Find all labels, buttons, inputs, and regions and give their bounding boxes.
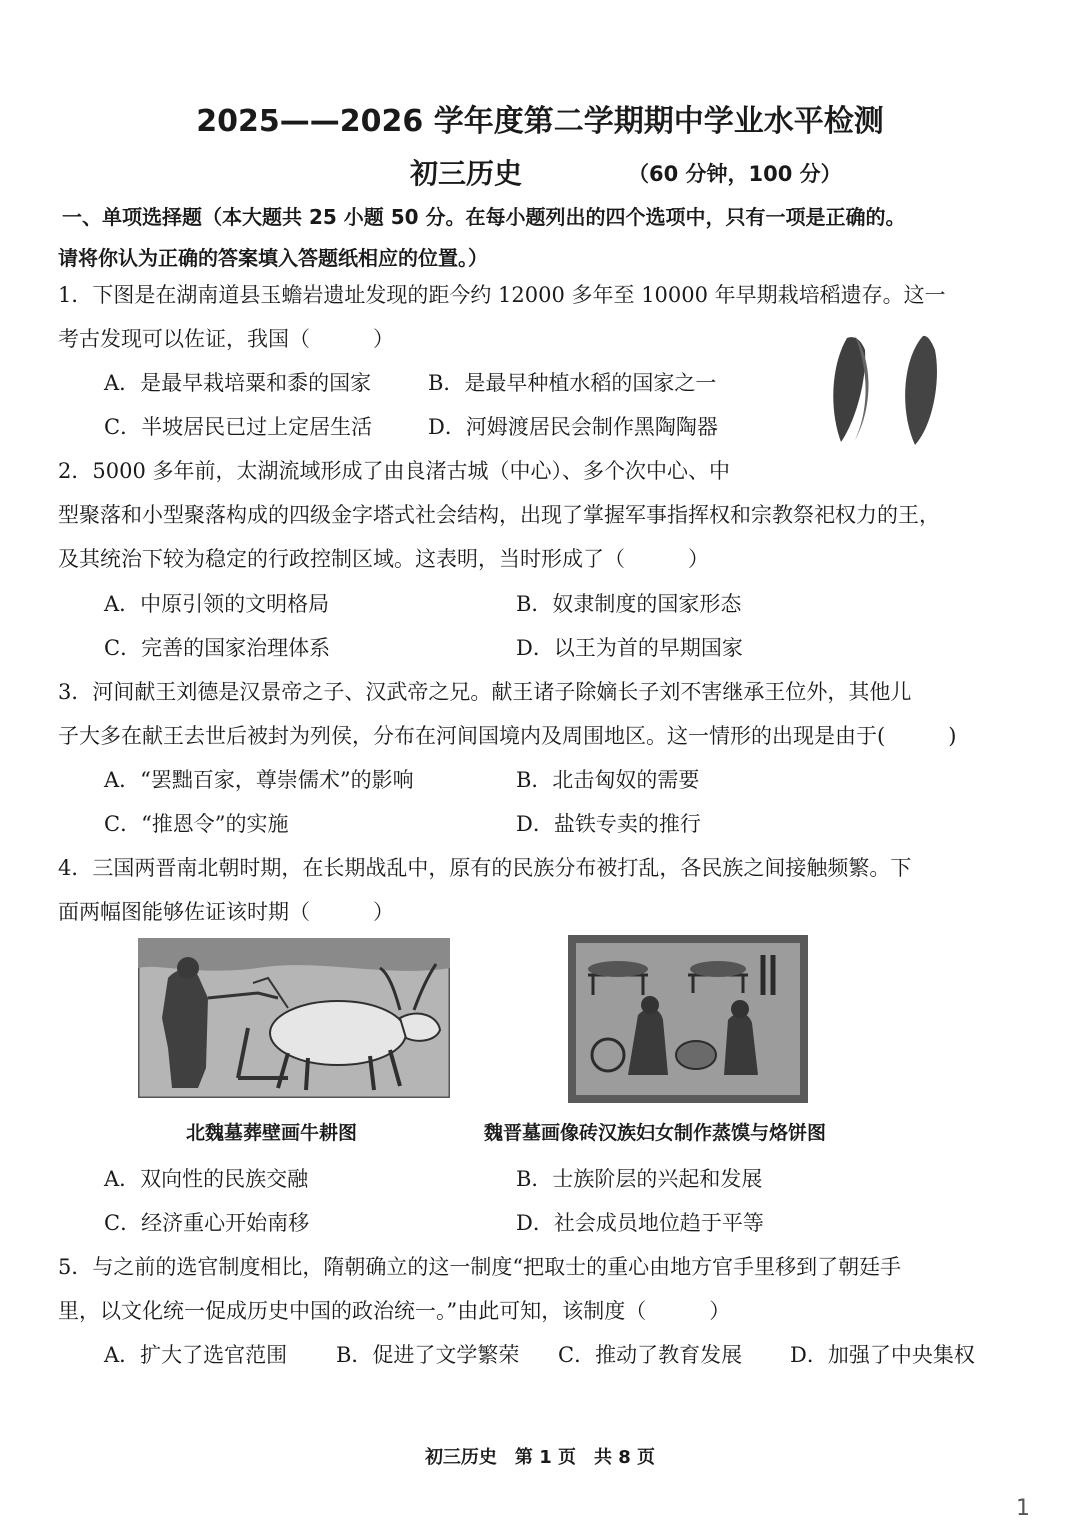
q4-caption-left: 北魏墓葬壁画牛耕图 [186,1122,358,1144]
q1-option-c[interactable]: C．半坡居民已过上定居生活 [104,415,373,439]
q4-option-a[interactable]: A．双向性的民族交融 [104,1167,309,1191]
q3-option-d[interactable]: D．盐铁专卖的推行 [516,812,701,836]
q2-option-d[interactable]: D．以王为首的早期国家 [516,636,743,660]
section-instruction-line1: 一、单项选择题（本大题共 25 小题 50 分。在每小题列出的四个选项中，只有一项是正确的。 [62,205,906,229]
exam-title: 2025——2026 学年度第二学期期中学业水平检测 [196,104,884,139]
q1-option-b[interactable]: B．是最早种植水稻的国家之一 [428,371,717,395]
q5-stem-line2: 里，以文化统一促成历史中国的政治统一。”由此可知，该制度（ ） [58,1299,731,1323]
exam-subject: 初三历史 [410,157,523,190]
q1-option-d[interactable]: D．河姆渡居民会制作黑陶陶器 [428,415,718,439]
rice-grain-image [825,330,955,450]
q4-option-b[interactable]: B．士族阶层的兴起和发展 [516,1167,763,1191]
q4-option-d[interactable]: D．社会成员地位趋于平等 [516,1211,764,1235]
q5-option-b[interactable]: B．促进了文学繁荣 [336,1343,520,1367]
q3-stem-line1: 3．河间献王刘德是汉景帝之子、汉武帝之兄。献王诸子除嫡长子刘不害继承王位外，其他儿 [58,680,912,704]
q2-option-c[interactable]: C．完善的国家治理体系 [104,636,331,660]
q2-option-b[interactable]: B．奴隶制度的国家形态 [516,592,742,616]
q4-stem-line2: 面两幅图能够佐证该时期（ ） [58,900,394,924]
section-instruction-line2: 请将你认为正确的答案填入答题纸相应的位置。） [58,246,488,270]
q4-caption-right: 魏晋墓画像砖汉族妇女制作蒸馍与烙饼图 [484,1122,827,1144]
q5-option-a[interactable]: A．扩大了选官范围 [104,1343,288,1367]
q1-option-a[interactable]: A．是最早栽培粟和黍的国家 [104,371,372,395]
q2-stem-line3: 及其统治下较为稳定的行政控制区域。这表明，当时形成了（ ） [58,547,709,571]
q4-option-c[interactable]: C．经济重心开始南移 [104,1211,310,1235]
page-footer: 初三历史 第 1 页 共 8 页 [424,1447,656,1468]
q3-stem-line2: 子大多在献王去世后被封为列侯，分布在河间国境内及周围地区。这一情形的出现是由于( ) [58,724,957,748]
steamed-bun-brick-image [568,935,808,1103]
q4-stem-line1: 4．三国两晋南北朝时期，在长期战乱中，原有的民族分布被打乱，各民族之间接触频繁。下 [58,856,912,880]
q5-stem-line1: 5．与之前的选官制度相比，隋朝确立的这一制度“把取士的重心由地方官手里移到了朝廷手 [58,1255,902,1279]
q3-option-a[interactable]: A．“罢黜百家，尊崇儒术”的影响 [104,768,414,792]
q1-stem-line1: 1．下图是在湖南道县玉蟾岩遗址发现的距今约 12000 多年至 10000 年早期栽培稻遗存。这一 [58,283,946,307]
q3-option-b[interactable]: B．北击匈奴的需要 [516,768,700,792]
q1-stem-line2: 考古发现可以佐证，我国（ ） [58,327,394,351]
page-number: 1 [1016,1496,1030,1521]
ox-plowing-mural-image [138,938,450,1098]
exam-timing: （60 分钟，100 分） [628,162,842,186]
q3-option-c[interactable]: C．“推恩令”的实施 [104,812,289,836]
q2-stem-line1: 2．5000 多年前，太湖流域形成了由良渚古城（中心）、多个次中心、中 [58,459,730,483]
q5-option-c[interactable]: C．推动了教育发展 [558,1343,743,1367]
q2-stem-line2: 型聚落和小型聚落构成的四级金字塔式社会结构，出现了掌握军事指挥权和宗教祭祀权力的王， [58,503,940,527]
q2-option-a[interactable]: A．中原引领的文明格局 [104,592,330,616]
q5-option-d[interactable]: D．加强了中央集权 [790,1343,975,1367]
